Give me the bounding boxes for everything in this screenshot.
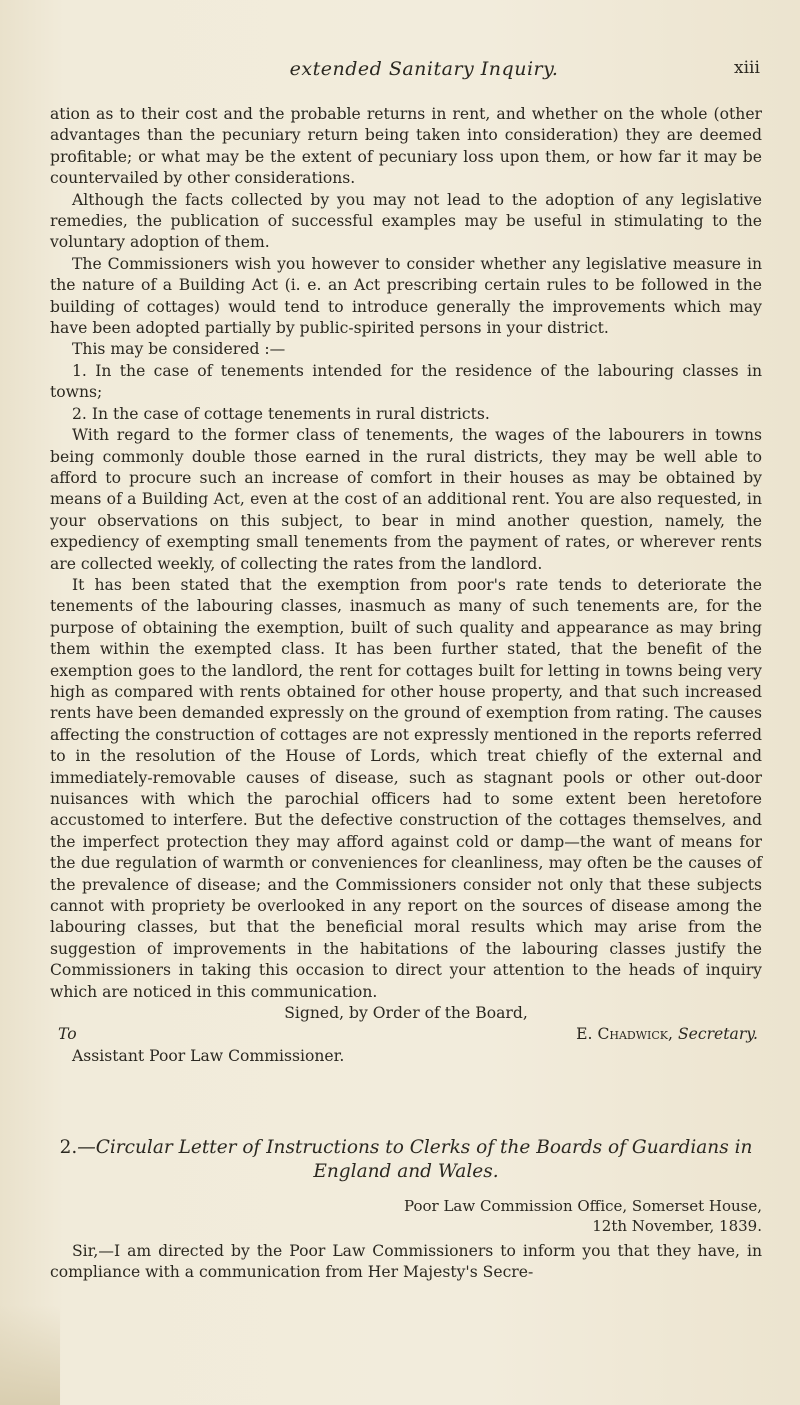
paragraph: With regard to the former class of tenements, the wages of the labourers in towns being commonly double those earned in the rural districts, they may be well able to afford to procure such an increase of comfort in their houses as may be obtained by means of a Building Act, even at the cost of an additional rent. You are also requested, in your observations on this subject, to bear in mind another question, namely, the expediency of exempting small tenements from the payment of rates, or wherever rents are collected weekly, of collecting the rates from the landlord. (50, 426, 762, 573)
section-number: 2. (59, 1137, 78, 1158)
section-title: —Circular Letter of Instructions to Clerks of the Boards of Guardians in England and Wales. (77, 1137, 753, 1182)
page-edge-shadow (0, 1305, 60, 1405)
signed-line: Signed, by Order of the Board, (284, 1004, 528, 1023)
paragraph: Sir,—I am directed by the Poor Law Commissioners to inform you that they have, in compliance with a communication from Her Majesty's Secre- (50, 1242, 762, 1282)
running-head (0, 58, 800, 88)
page-number: xiii (734, 58, 760, 78)
office-address: Poor Law Commission Office, Somerset House, (403, 1197, 762, 1215)
paragraph: ation as to their cost and the probable returns in rent, and whether on the whole (other advantages than the pecuniary return being taken into consideration) they are deemed profitable; or what may be the extent of pecuniary loss upon them, or how far it may be countervailed by other considerations. (50, 105, 762, 188)
letter-body (50, 1241, 762, 1284)
paragraph: The Commissioners wish you however to consider whether any legislative measure in the nature of a Building Act (i. e. an Act prescribing certain rules to be followed in the building of cottages) would tend to introduce generally the improvements which may have been adopted partially by public-spirited persons in your district. (50, 254, 762, 338)
addressee: Assistant Poor Law Commissioner. (72, 1046, 345, 1065)
paragraph: This may be considered :— (72, 340, 286, 359)
main-text (50, 104, 762, 1067)
signature-row (50, 1024, 762, 1045)
letter-date: 12th November, 1839. (592, 1217, 762, 1235)
paragraph: Although the facts collected by you may not lead to the adoption of any legislative remedies, the publication of successful examples may be useful in stimulating to the voluntary adoption of them. (50, 190, 762, 252)
list-item: 2. In the case of cottage tenements in rural districts. (72, 404, 490, 423)
signatory-title: Secretary. (677, 1025, 758, 1044)
list-item: 1. In the case of tenements intended for the residence of the labouring classes in towns; (50, 361, 762, 402)
paragraph: It has been stated that the exemption from poor's rate tends to deteriorate the tenements of the labouring classes, inasmuch as many of such tenements are, for the purpose of obtaining the exemption, built of such quality and appearance as may bring them within the exempted class. It has been further stated, that the benefit of the exemption goes to the landlord, the rent for cottages built for letting in towns being very high as compared with rents obtained for other house property, and that such increased rents have been demanded expressly on the ground of exemption from rating. The causes affecting the construction of cottages are not expressly mentioned in the reports referred to in the resolution of the House of Lords, which treat chiefly of the external and immediately-removable causes of disease, such as stagnant pools or other out-door nuisances with which the parochial officers had to some extent been heretofore accustomed to interfere. But the defective construction of the cottages themselves, and the imperfect protection they may afford against cold or damp—the want of means for the due regulation of warmth or conveniences for cleanliness, may often be the causes of the prevalence of disease; and the Commissioners consider not only that these subjects cannot with propriety be overlooked in any report on the sources of disease among the labouring classes, but that the beneficial moral results which may arise from the suggestion of improvements in the habitations of the labouring classes justify the Commissioners in taking this occasion to direct your attention to the heads of inquiry which are noticed in this communication. (50, 575, 762, 1001)
running-head-title: extended Sanitary Inquiry. (289, 58, 559, 80)
signatory (576, 1024, 758, 1045)
dateline (50, 1196, 762, 1236)
to-label: To (58, 1025, 77, 1044)
section-heading (50, 1136, 762, 1184)
signatory-name: E. Chadwick, (576, 1025, 673, 1044)
